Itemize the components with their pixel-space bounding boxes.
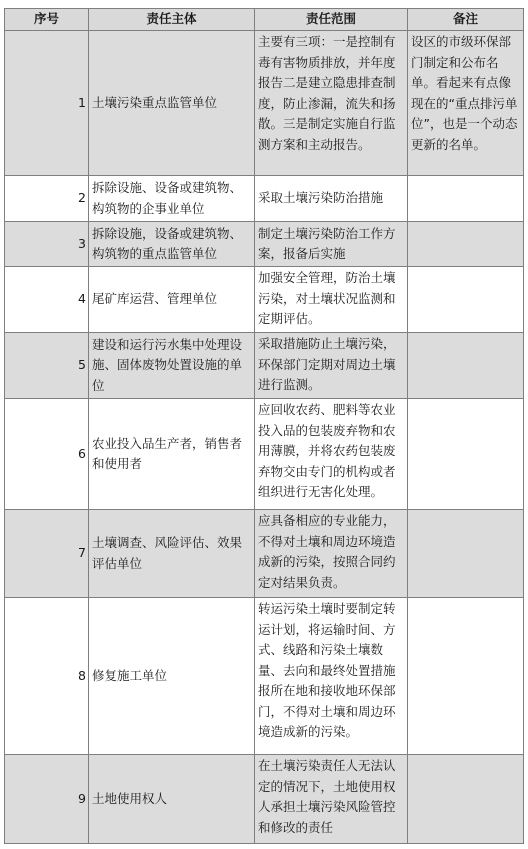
row-subject: 尾矿库运营、管理单位 [89, 267, 255, 333]
row-note [408, 755, 524, 844]
table-header-row [5, 9, 524, 31]
table-row [5, 222, 524, 267]
table-row [5, 598, 524, 755]
row-note [408, 399, 524, 510]
row-scope: 转运污染土壤时要制定转运计划，将运输时间、方式、线路和污染土壤数量、去向和最终处置措施报所在地和接收地环保部门，不得对土壤和周边环境造成新的污染。 [255, 598, 408, 755]
row-note [408, 267, 524, 333]
row-subject: 农业投入品生产者，销售者和使用者 [89, 399, 255, 510]
row-subject: 土壤调查、风险评估、效果评估单位 [89, 510, 255, 598]
row-scope: 应回收农药、肥料等农业投入品的包装废弃物和农用薄膜，并将农药包装废弃物交由专门的机构或者组织进行无害化处理。 [255, 399, 408, 510]
table-row [5, 510, 524, 598]
table-row [5, 267, 524, 333]
row-scope: 采取措施防止土壤污染，环保部门定期对周边土壤进行监测。 [255, 333, 408, 399]
row-scope: 主要有三项：一是控制有毒有害物质排放，并年度报告二是建立隐患排查制度，防止渗漏，流失和扬散。三是制定实施自行监测方案和主动报告。 [255, 31, 408, 176]
responsibility-table [4, 8, 524, 844]
row-note [408, 333, 524, 399]
row-number: 3 [5, 222, 89, 267]
row-scope: 在土壤污染责任人无法认定的情况下，土地使用权人承担土壤污染风险管控和修改的责任 [255, 755, 408, 844]
row-number: 4 [5, 267, 89, 333]
row-number: 1 [5, 31, 89, 176]
row-number: 7 [5, 510, 89, 598]
row-subject: 拆除设施，设备或建筑物、构筑物的重点监管单位 [89, 222, 255, 267]
row-number: 9 [5, 755, 89, 844]
row-subject: 土地使用权人 [89, 755, 255, 844]
row-subject: 土壤污染重点监管单位 [89, 31, 255, 176]
row-subject: 拆除设施、设备或建筑物、构筑物的企事业单位 [89, 176, 255, 222]
row-number: 5 [5, 333, 89, 399]
table-row [5, 755, 524, 844]
row-number: 8 [5, 598, 89, 755]
row-note [408, 510, 524, 598]
row-number: 6 [5, 399, 89, 510]
row-note [408, 176, 524, 222]
header-number: 序号 [5, 9, 89, 31]
row-note [408, 222, 524, 267]
table-row [5, 399, 524, 510]
row-scope: 应具备相应的专业能力，不得对土壤和周边环境造成新的污染，按照合同约定对结果负责。 [255, 510, 408, 598]
row-scope: 采取土壤污染防治措施 [255, 176, 408, 222]
table-row [5, 176, 524, 222]
header-subject: 责任主体 [89, 9, 255, 31]
row-subject: 修复施工单位 [89, 598, 255, 755]
row-note: 设区的市级环保部门制定和公布名单。看起来有点像现在的“重点排污单位”，也是一个动态更新的名单。 [408, 31, 524, 176]
table-row [5, 31, 524, 176]
header-note: 备注 [408, 9, 524, 31]
row-scope: 制定土壤污染防治工作方案，报备后实施 [255, 222, 408, 267]
row-subject: 建设和运行污水集中处理设施、固体废物处置设施的单位 [89, 333, 255, 399]
row-scope: 加强安全管理，防治土壤污染，对土壤状况监测和定期评估。 [255, 267, 408, 333]
header-scope: 责任范围 [255, 9, 408, 31]
row-number: 2 [5, 176, 89, 222]
table-row [5, 333, 524, 399]
row-note [408, 598, 524, 755]
